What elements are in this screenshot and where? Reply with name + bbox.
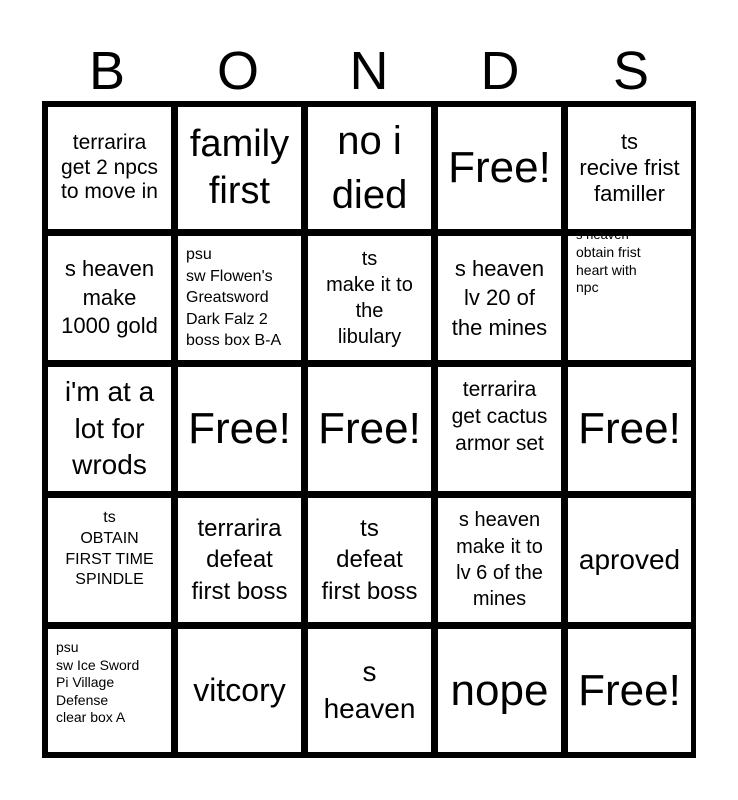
cell-text: psu sw Flowen's Greatsword Dark Falz 2 boss box B-A [186, 246, 282, 350]
header-letter-o: O [216, 41, 259, 101]
bingo-cell[interactable] [48, 629, 171, 752]
header-letter-n: N [349, 41, 389, 101]
bingo-cell[interactable] [178, 498, 301, 622]
header-letter-d: D [480, 41, 520, 101]
cell-text: ts make it to the libulary [326, 248, 413, 348]
bingo-cell[interactable] [308, 629, 431, 752]
bingo-cell[interactable] [308, 107, 431, 229]
cell-text: s heaven [323, 656, 416, 724]
cell-text: s heaven lv 20 of the mines [451, 256, 548, 340]
bingo-cell[interactable] [48, 107, 171, 229]
cell-text: terrarira get 2 npcs to move in [61, 130, 158, 204]
cell-text: terrarira defeat first boss [191, 515, 288, 605]
cell-text: vitcory [193, 671, 286, 708]
bingo-cell[interactable] [568, 107, 691, 229]
cell-text: i'm at a lot for wrods [64, 376, 155, 481]
cell-text: Free! [578, 404, 681, 454]
cell-text: Free! [578, 665, 681, 715]
cell-text: family first [189, 122, 290, 212]
bingo-cell[interactable] [308, 498, 431, 622]
cell-text: Free! [448, 143, 551, 193]
bingo-cell[interactable] [48, 236, 171, 360]
cell-text: no i died [331, 119, 408, 217]
bingo-cell[interactable] [178, 236, 301, 360]
bingo-cell-free[interactable] [308, 367, 431, 491]
bingo-cell[interactable] [438, 367, 561, 491]
bingo-cell[interactable] [178, 107, 301, 229]
bingo-cell[interactable] [48, 367, 171, 491]
bingo-cell-free[interactable] [568, 629, 691, 752]
header-letter-b: B [88, 41, 126, 101]
header-letter-s: S [612, 41, 650, 101]
bingo-cell[interactable] [48, 498, 171, 622]
bingo-board [42, 101, 696, 758]
bingo-cell[interactable] [568, 498, 691, 622]
cell-text: Free! [188, 404, 291, 454]
bingo-cell-free[interactable] [438, 107, 561, 229]
bingo-cell[interactable] [438, 629, 561, 752]
cell-text: psu sw Ice Sword Pi Village Defense clear box A [56, 639, 140, 725]
cell-text: ts OBTAIN FIRST TIME SPINDLE [65, 509, 154, 589]
cell-text: s heaven make 1000 gold [61, 256, 158, 339]
cell-text: nope [450, 665, 549, 715]
cell-overflow-text: s heaven [576, 227, 629, 242]
bingo-cell[interactable] [308, 236, 431, 360]
bingo-cell[interactable] [438, 236, 561, 360]
cell-text: s heaven make it to lv 6 of the mines [456, 509, 543, 611]
bingo-cell[interactable] [438, 498, 561, 622]
cell-text: aproved [578, 544, 681, 576]
bingo-cell-free[interactable] [178, 367, 301, 491]
cell-text: ts recive frist familler [579, 129, 680, 206]
bingo-cell-free[interactable] [568, 367, 691, 491]
cell-text: ts defeat first boss [321, 515, 418, 605]
bingo-cell[interactable] [178, 629, 301, 752]
bingo-header [42, 38, 696, 104]
cell-text: Free! [318, 404, 421, 454]
bingo-cell[interactable] [568, 227, 691, 360]
cell-text: terrarira get cactus armor set [451, 378, 548, 455]
cell-text: obtain frist heart with npc [576, 244, 641, 295]
